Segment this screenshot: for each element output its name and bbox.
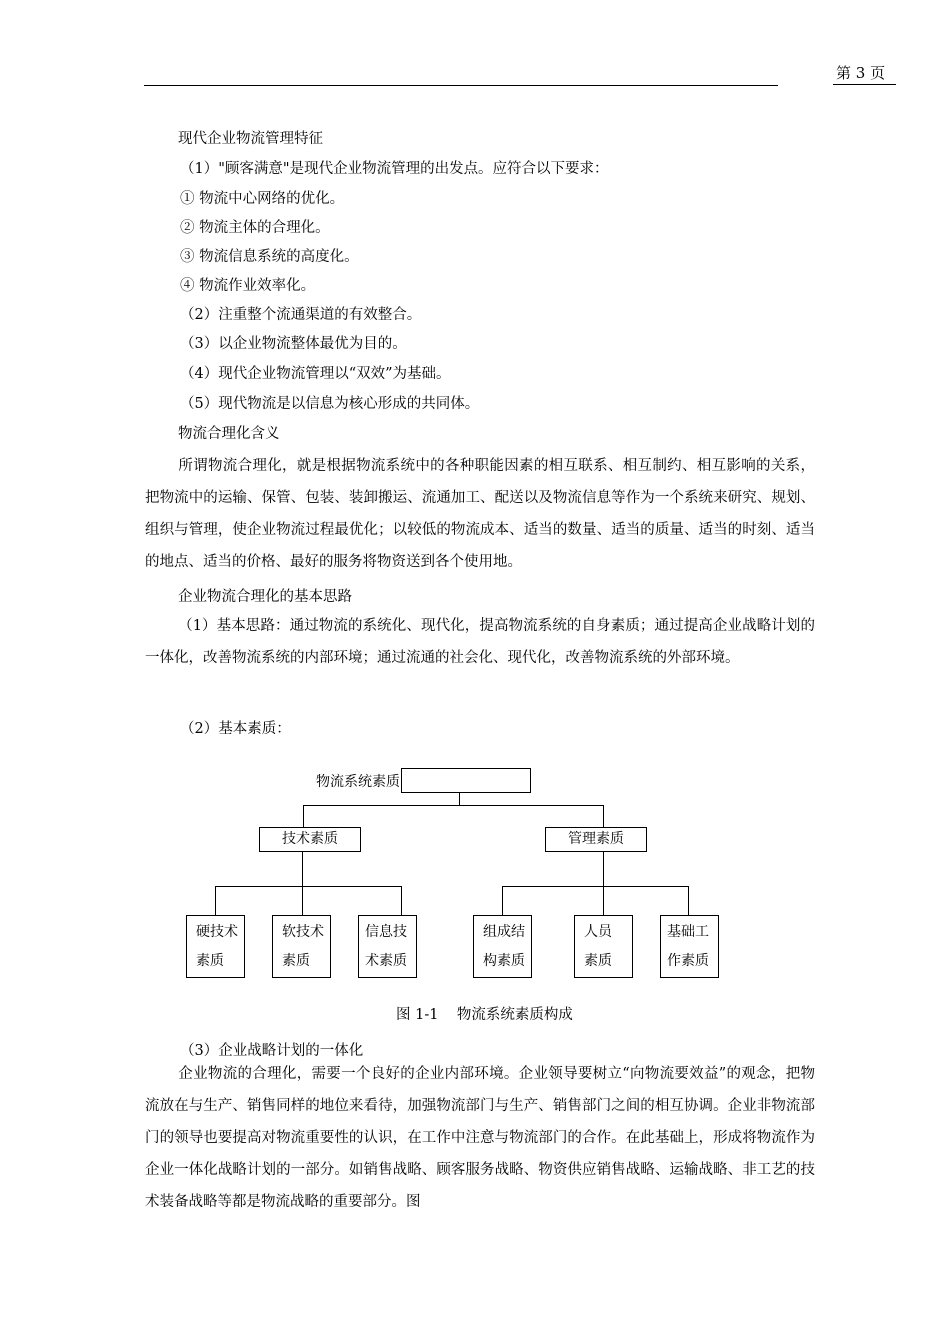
connector — [215, 886, 216, 915]
diagram-leaf: 软技术 素质 — [272, 915, 331, 978]
connector — [459, 793, 460, 805]
connector — [302, 886, 303, 915]
list-item: （5）现代物流是以信息为核心形成的共同体。 — [180, 396, 480, 412]
header-rule-left — [144, 85, 778, 86]
diagram-leaf: 人员 素质 — [574, 915, 633, 978]
list-item: （1）"顾客满意"是现代企业物流管理的出发点。应符合以下要求： — [180, 161, 609, 177]
connector — [603, 805, 604, 827]
list-item: ② 物流主体的合理化。 — [180, 220, 330, 236]
paragraph-text: （1）基本思路：通过物流的系统化、现代化，提高物流系统的自身素质；通过提高企业战略计划的一体化，改善物流系统的内部环境；通过流通的社会化、现代化，改善物流系统的外部环境。 — [145, 618, 815, 666]
diagram-leaf: 信息技 术素质 — [358, 915, 417, 978]
list-item: ③ 物流信息系统的高度化。 — [180, 249, 359, 265]
diagram-root-box — [401, 768, 531, 793]
diagram-branch-management — [545, 827, 647, 852]
section-title: 现代企业物流管理特征 — [178, 131, 323, 147]
list-item: （2）注重整个流通渠道的有效整合。 — [180, 307, 422, 323]
list-item: ① 物流中心网络的优化。 — [180, 191, 345, 207]
diagram-leaf: 基础工 作素质 — [660, 915, 719, 978]
connector — [502, 886, 689, 887]
section-title: 企业物流合理化的基本思路 — [178, 589, 352, 605]
connector — [603, 852, 604, 886]
header-rule-right — [833, 84, 896, 85]
connector — [401, 886, 402, 915]
list-item: （2）基本素质： — [180, 721, 291, 737]
paragraph-text: 企业物流的合理化，需要一个良好的企业内部环境。企业领导要树立“向物流要效益”的观念，把物流放在与生产、销售同样的地位来看待，加强物流部门与生产、销售部门之间的相互协调。企业非物流部门的领导也要提高对物流重要性的认识，在工作中注意与物流部门的合作。在此基础上，形成将物流作为企业一体化战略计划的一部分。如销售战略、顾客服务战略、物资供应销售战略、运输战略、非工艺的技术装备战略等都是物流战略的重要部分。图 — [145, 1066, 815, 1210]
list-item: （3）企业战略计划的一体化 — [180, 1043, 364, 1059]
connector — [603, 886, 604, 915]
diagram-branch-technical — [259, 827, 361, 852]
connector — [215, 886, 402, 887]
list-item: ④ 物流作业效率化。 — [180, 278, 316, 294]
list-item: （3）以企业物流整体最优为目的。 — [180, 336, 407, 352]
connector — [688, 886, 689, 915]
list-item: （4）现代企业物流管理以“双效”为基础。 — [180, 366, 451, 382]
page-number: 第 3 页 — [836, 64, 886, 82]
paragraph — [145, 1058, 815, 1218]
connector — [502, 886, 503, 915]
diagram-root-label: 物流系统素质 — [316, 774, 400, 790]
diagram-leaf: 组成结 构素质 — [473, 915, 532, 978]
paragraph-text: 所谓物流合理化，就是根据物流系统中的各种职能因素的相互联系、相互制约、相互影响的关系，把物流中的运输、保管、包装、装卸搬运、流通加工、配送以及物流信息等作为一个系统来研究、规划、组织与管理，使企业物流过程最优化；以较低的物流成本、适当的数量、适当的质量、适当的时刻、适当的地点、适当的价格、最好的服务将物资送到各个使用地。 — [145, 458, 815, 570]
paragraph — [145, 610, 815, 674]
branch-label: 管理素质 — [568, 831, 624, 847]
figure-caption: 图 1-1 物流系统素质构成 — [396, 1007, 573, 1023]
diagram-leaf: 硬技术 素质 — [186, 915, 245, 978]
branch-label: 技术素质 — [282, 831, 338, 847]
paragraph — [145, 450, 815, 578]
connector — [303, 805, 604, 806]
connector — [302, 852, 303, 886]
section-title: 物流合理化含义 — [178, 426, 280, 442]
connector — [303, 805, 304, 827]
